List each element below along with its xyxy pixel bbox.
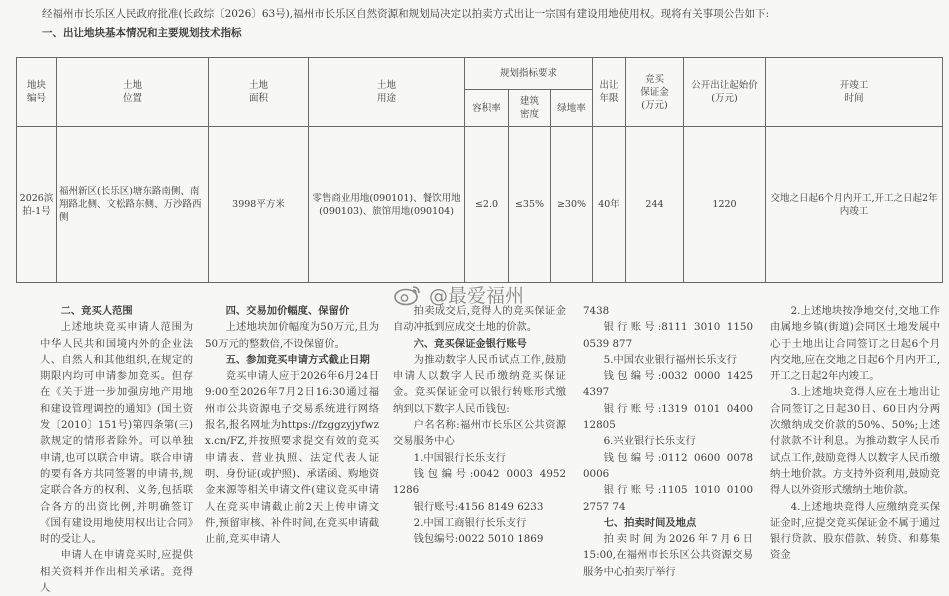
column-3	[393, 303, 566, 547]
cell-start-price: 1220	[684, 127, 766, 283]
bank-5-account: 银行账号:1319 0101 0400 12805	[583, 402, 753, 432]
bank-6-wallet: 钱包编号:0112 0600 0078 0006	[583, 451, 753, 480]
cell-parcel-no: 2026滨拍-1号	[17, 127, 57, 283]
cell-schedule: 交地之日起6个月内开工,开工之日起2年内竣工	[766, 127, 943, 283]
header-term: 出让 年限	[593, 58, 626, 127]
heading-bidder-scope: 二、竞买人范围	[60, 305, 133, 317]
cell-green: ≥30%	[551, 127, 593, 283]
header-green: 绿地率	[551, 90, 593, 127]
heading-price-increment: 四、交易加价幅度、保留价	[225, 305, 350, 317]
heading-application-deadline: 五、参加竞买申请方式截止日期	[225, 353, 370, 366]
bank-3-account: 银行账号:8111 3010 1150 0539 877	[583, 321, 753, 350]
paragraph-payment: 3.上述地块竞得人应在土地出让合同签订之日起30日、60日内分两次缴纳成交价款的50%、50%;上述付款款不计利息。为推动数字人民币试点工作,鼓励竞得人以数字人民币缴纳土地价款。方支持外资利用,鼓励竞得人以外资形式缴纳土地价款。	[770, 386, 940, 497]
header-location: 土地 位置	[57, 58, 209, 127]
bank-1-account: 银行账号:4156 8149 6233	[413, 500, 544, 513]
cell-location: 福州新区(长乐区)塘东路南侧、南翔路北侧、文松路东侧、万沙路西侧	[57, 127, 209, 283]
cell-area: 3998平方米	[209, 127, 309, 283]
plan-table	[16, 57, 943, 283]
bank-6-account: 银行账号:1105 1010 0100 2757 74	[583, 484, 753, 513]
heading-auction-time: 七、拍卖时间及地点	[603, 516, 697, 529]
bank-6-name: 6.兴业银行长乐支行	[603, 435, 696, 448]
column-1	[40, 303, 193, 596]
header-usage: 土地 用途	[309, 58, 465, 127]
account-name: 户名名称:福州市长乐区公共资源交易服务中心	[393, 419, 566, 448]
header-start-price: 公开出让起始价 (万元)	[684, 58, 766, 127]
cell-usage: 零售商业用地(090101)、餐饮用地(090103)、旅馆用地(090104)	[309, 127, 465, 283]
paragraph-land-delivery: 2.上述地块按净地交付,交地工作由属地乡镇(街道)会同区土地发展中心于土地出让合同签订之日起6个月内交地,应在交地之日起6个月内开工,开工之日起2年内竣工。	[770, 305, 940, 383]
bank-5-name: 5.中国农业银行福州长乐支行	[603, 353, 737, 366]
paragraph-bidder-scope: 上述地块竞买申请人范围为中华人民共和国境内外的企业法人、自然人和其他组织,在规定的期限内均可申请参加竞买。但存在《关于进一步加强房地产用地和建设管理调控的通知》(国土资发〔2010〕151号)第四条第(三)款规定的情形者除外。可以单独申请,也可以联合申请。联合申请的要有各方共同签署的申请书,规定联合各方的权利、义务,包括联合各方的出资比例,并明确签订《国有建设用地使用权出让合同》时的受让人。	[40, 321, 193, 546]
paragraph-deposit-offset: 拍卖成交后,竞得人的竞买保证金自动冲抵到应成交土地的价款。	[393, 305, 566, 334]
heading-deposit-accounts: 六、竞买保证金银行账号	[413, 337, 527, 350]
header-parcel-no: 地块 编号	[17, 58, 57, 127]
header-density: 建筑 密度	[509, 90, 551, 127]
cell-term: 40年	[593, 127, 626, 283]
paragraph-bidder-docs: 申请人在申请竞买时,应提供相关资料并作出相关承诺。竞得人	[40, 549, 193, 595]
intro-paragraph: 经福州市长乐区人民政府批准(长政综〔2026〕63号),福州市长乐区自然资源和规划局决定以拍卖方式出让一宗国有建设用地使用权。现将有关事项公告如下:	[42, 8, 770, 20]
bank-2-name: 2.中国工商银行长乐支行	[413, 516, 527, 529]
cell-density: ≤35%	[509, 127, 551, 283]
bank-5-wallet: 钱包编号:0032 0000 1425 4397	[583, 370, 753, 399]
section1-title: 一、出让地块基本情况和主要规划技术指标	[42, 27, 242, 39]
paragraph-price-increment: 上述地块加价幅度为50万元,且为50万元的整数倍,不设保留价。	[205, 321, 379, 350]
paragraph-application-deadline: 竞买申请人应于2026年6月24日9:00至2026年7月2日16:30通过福州市公共资源电子交易系统进行网络报名,报名网址为https://fzggzyjyfwzx.cn/FZ,并按照要求提交有效的竞买申请表、营业执照、法定代表人证明、身份证(或护照)、承诺函、购地资金来源等相关申请文件(建议竞买申请人在竞买申请截止前2天上传申请文件,预留审核、补件时间,在竞买申请截止前,竞买申请人	[205, 370, 379, 546]
bank-1-name: 1.中国银行长乐支行	[413, 451, 506, 464]
header-far: 容积率	[465, 90, 509, 127]
table-row	[17, 127, 943, 283]
paragraph-deposit-accounts: 为推动数字人民币试点工作,鼓励申请人以数字人民币缴纳竞买保证金。竞买保证金可以银行转账形式缴纳到以下数字人民币钱包:	[393, 353, 566, 415]
bank-2-wallet: 钱包编号:0022 5010 1869	[413, 533, 544, 546]
column-2	[205, 303, 379, 547]
paragraph-deposit-source: 4.上述地块竞得人应缴纳竞买保证金时,应提交竞买保证金不属于通过银行贷款、股东借款、转贷、和募集资金	[770, 500, 940, 562]
header-deposit: 竞买 保证金 (万元)	[626, 58, 684, 127]
paragraph-auction-time: 拍卖时间为2026年7月6日15:00,在福州市长乐区公共资源交易服务中心拍卖厅举行	[583, 533, 753, 578]
column-4	[583, 303, 753, 580]
account-continued: 7438	[583, 305, 610, 317]
column-5	[770, 303, 940, 564]
cell-deposit: 244	[626, 127, 684, 283]
header-plan-group: 规划指标要求	[465, 58, 593, 90]
bank-1-wallet: 钱包编号:0042 0003 4952 1286	[393, 467, 566, 497]
cell-far: ≤2.0	[465, 127, 509, 283]
header-area: 土地 面积	[209, 58, 309, 127]
watermark-text: @最爱福州	[429, 285, 525, 307]
header-schedule: 开竣工 时间	[766, 58, 943, 127]
